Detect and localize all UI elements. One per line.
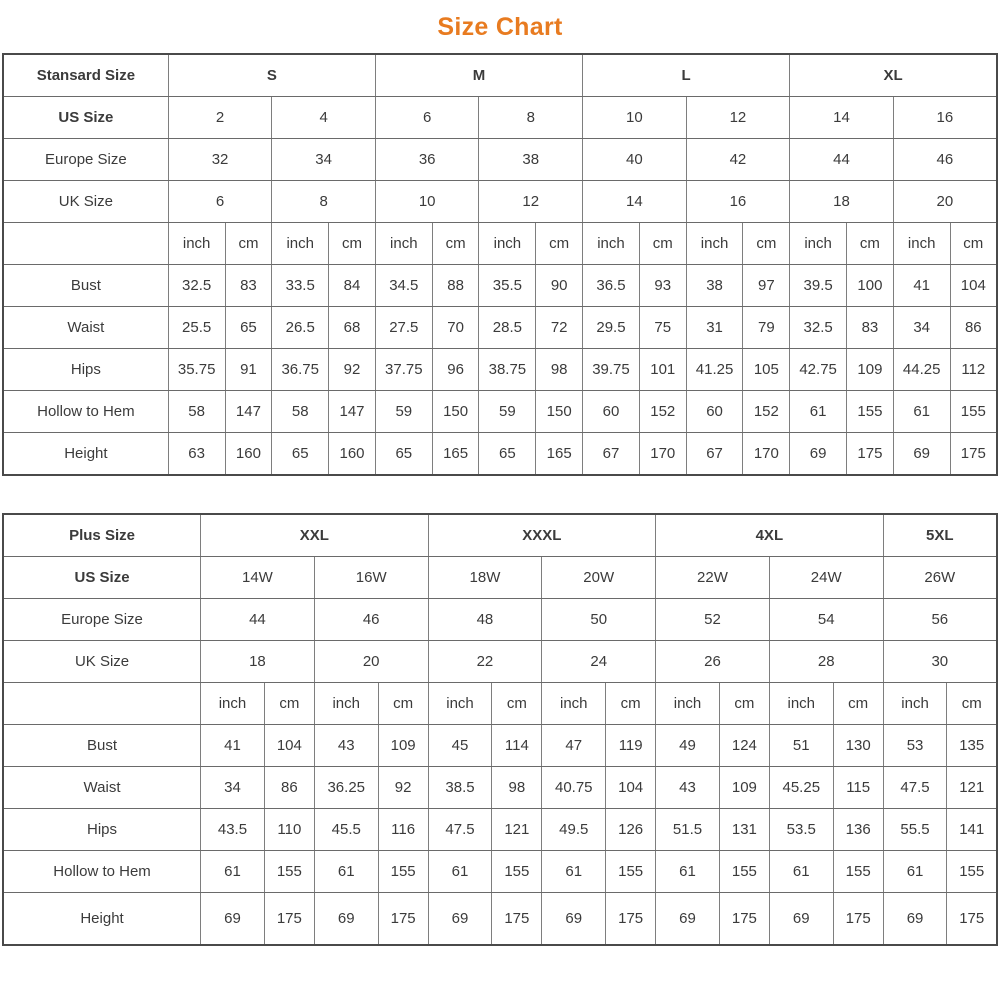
value-cell: 155 [719,851,769,893]
value-cell: cm [950,223,997,265]
table-row-hollow-to-hem [3,391,997,433]
value-cell: 49.5 [542,809,606,851]
table-row-hips [3,349,997,391]
value-cell: XXXL [428,514,656,557]
value-cell: 75 [639,307,686,349]
value-cell: 109 [719,767,769,809]
value-cell: cm [743,223,790,265]
row-label: UK Size [3,181,168,223]
value-cell: inch [201,683,265,725]
value-cell: 40 [583,139,687,181]
value-cell: 69 [893,433,950,476]
value-cell: 141 [947,809,997,851]
value-cell: 124 [719,725,769,767]
value-cell: 24W [769,557,883,599]
value-cell: 170 [639,433,686,476]
value-cell: 88 [432,265,479,307]
table-row-height [3,433,997,476]
value-cell: 10 [583,97,687,139]
value-cell: 65 [225,307,272,349]
value-cell: 22W [656,557,770,599]
value-cell: 61 [883,851,947,893]
value-cell: 69 [656,893,720,946]
value-cell: 175 [950,433,997,476]
value-cell: 4XL [656,514,884,557]
value-cell: 69 [790,433,847,476]
value-cell: 45.5 [314,809,378,851]
value-cell: 155 [947,851,997,893]
value-cell: 14 [790,97,894,139]
value-cell: 32.5 [790,307,847,349]
value-cell: 150 [536,391,583,433]
value-cell: 98 [536,349,583,391]
value-cell: 86 [950,307,997,349]
value-cell: 43 [314,725,378,767]
value-cell: 53.5 [769,809,833,851]
row-label [3,223,168,265]
value-cell: 26.5 [272,307,329,349]
value-cell: 98 [492,767,542,809]
row-label: US Size [3,97,168,139]
value-cell: 38 [479,139,583,181]
value-cell: 90 [536,265,583,307]
value-cell: 83 [847,307,894,349]
value-cell: 20 [314,641,428,683]
value-cell: 65 [375,433,432,476]
value-cell: S [168,54,375,97]
value-cell: 50 [542,599,656,641]
value-cell: 46 [893,139,997,181]
value-cell: 44.25 [893,349,950,391]
value-cell: 84 [329,265,376,307]
value-cell: 51 [769,725,833,767]
row-label: Hollow to Hem [3,391,168,433]
row-label: Hips [3,809,201,851]
value-cell: 135 [947,725,997,767]
table-row-europe-size [3,599,997,641]
value-cell: 155 [950,391,997,433]
value-cell: 119 [606,725,656,767]
value-cell: 8 [272,181,376,223]
value-cell: 12 [479,181,583,223]
row-label: UK Size [3,641,201,683]
table-row-waist [3,307,997,349]
value-cell: 28.5 [479,307,536,349]
standard-size-table [2,53,998,476]
value-cell: 47.5 [428,809,492,851]
value-cell: 61 [314,851,378,893]
value-cell: 67 [583,433,640,476]
value-cell: cm [719,683,769,725]
value-cell: 36 [375,139,479,181]
value-cell: inch [542,683,606,725]
value-cell: 115 [833,767,883,809]
value-cell: 72 [536,307,583,349]
value-cell: 42.75 [790,349,847,391]
value-cell: 47.5 [883,767,947,809]
value-cell: 165 [432,433,479,476]
value-cell: inch [479,223,536,265]
value-cell: inch [314,683,378,725]
value-cell: 61 [201,851,265,893]
value-cell: 44 [790,139,894,181]
value-cell: 37.75 [375,349,432,391]
value-cell: 20 [893,181,997,223]
value-cell: 28 [769,641,883,683]
value-cell: XXL [201,514,429,557]
value-cell: 91 [225,349,272,391]
value-cell: 104 [264,725,314,767]
row-label: Europe Size [3,139,168,181]
value-cell: 16 [686,181,790,223]
value-cell: 152 [743,391,790,433]
value-cell: 63 [168,433,225,476]
value-cell: 31 [686,307,743,349]
value-cell: 152 [639,391,686,433]
value-cell: cm [606,683,656,725]
value-cell: 69 [314,893,378,946]
value-cell: L [583,54,790,97]
value-cell: 69 [883,893,947,946]
value-cell: 79 [743,307,790,349]
value-cell: 136 [833,809,883,851]
value-cell: 109 [847,349,894,391]
value-cell: M [375,54,582,97]
value-cell: 25.5 [168,307,225,349]
plus-size-table [2,513,998,946]
row-label: Waist [3,307,168,349]
value-cell: 155 [378,851,428,893]
value-cell: 83 [225,265,272,307]
value-cell: 16 [893,97,997,139]
value-cell: 175 [264,893,314,946]
value-cell: 47 [542,725,606,767]
value-cell: 14W [201,557,315,599]
value-cell: 175 [378,893,428,946]
value-cell: XL [790,54,997,97]
value-cell: 58 [168,391,225,433]
value-cell: 38.75 [479,349,536,391]
page-title: Size Chart [437,13,563,41]
value-cell: 92 [329,349,376,391]
value-cell: 97 [743,265,790,307]
table-row-us-size [3,557,997,599]
value-cell: 18W [428,557,542,599]
row-label [3,683,201,725]
value-cell: 86 [264,767,314,809]
value-cell: 60 [583,391,640,433]
value-cell: 39.75 [583,349,640,391]
value-cell: 175 [947,893,997,946]
value-cell: cm [492,683,542,725]
value-cell: 116 [378,809,428,851]
value-cell: inch [583,223,640,265]
value-cell: 61 [790,391,847,433]
value-cell: 4 [272,97,376,139]
value-cell: 126 [606,809,656,851]
value-cell: 69 [201,893,265,946]
value-cell: 34.5 [375,265,432,307]
value-cell: 27.5 [375,307,432,349]
value-cell: 29.5 [583,307,640,349]
table-row-bust [3,265,997,307]
value-cell: 175 [719,893,769,946]
value-cell: 65 [272,433,329,476]
value-cell: 165 [536,433,583,476]
value-cell: cm [536,223,583,265]
row-label: US Size [3,557,201,599]
row-label: Europe Size [3,599,201,641]
value-cell: 93 [639,265,686,307]
value-cell: 170 [743,433,790,476]
table-row-units [3,223,997,265]
value-cell: inch [375,223,432,265]
value-cell: inch [656,683,720,725]
value-cell: 10 [375,181,479,223]
value-cell: 12 [686,97,790,139]
value-cell: 58 [272,391,329,433]
row-label: Waist [3,767,201,809]
value-cell: 8 [479,97,583,139]
value-cell: inch [883,683,947,725]
value-cell: inch [428,683,492,725]
value-cell: 36.5 [583,265,640,307]
value-cell: 45.25 [769,767,833,809]
value-cell: 175 [606,893,656,946]
value-cell: inch [686,223,743,265]
table-row-bust [3,725,997,767]
value-cell: 45 [428,725,492,767]
value-cell: 147 [225,391,272,433]
value-cell: 40.75 [542,767,606,809]
value-cell: 110 [264,809,314,851]
value-cell: 6 [168,181,272,223]
value-cell: 61 [893,391,950,433]
value-cell: 60 [686,391,743,433]
table-row-units [3,683,997,725]
value-cell: cm [378,683,428,725]
value-cell: 160 [329,433,376,476]
value-cell: 68 [329,307,376,349]
value-cell: 42 [686,139,790,181]
value-cell: 43.5 [201,809,265,851]
row-label: Stansard Size [3,54,168,97]
value-cell: 100 [847,265,894,307]
value-cell: 59 [375,391,432,433]
value-cell: 67 [686,433,743,476]
table-row-uk-size [3,641,997,683]
value-cell: cm [264,683,314,725]
value-cell: 32.5 [168,265,225,307]
value-cell: 36.25 [314,767,378,809]
value-cell: 56 [883,599,997,641]
value-cell: 34 [201,767,265,809]
table-row-us-size [3,97,997,139]
value-cell: 24 [542,641,656,683]
value-cell: 175 [833,893,883,946]
value-cell: 112 [950,349,997,391]
value-cell: 155 [264,851,314,893]
value-cell: 26W [883,557,997,599]
value-cell: 36.75 [272,349,329,391]
value-cell: 92 [378,767,428,809]
row-label: Height [3,893,201,946]
value-cell: 155 [847,391,894,433]
value-cell: 39.5 [790,265,847,307]
value-cell: 175 [847,433,894,476]
value-cell: 41.25 [686,349,743,391]
value-cell: 51.5 [656,809,720,851]
value-cell: cm [833,683,883,725]
value-cell: 131 [719,809,769,851]
value-cell: 70 [432,307,479,349]
value-cell: 61 [542,851,606,893]
value-cell: 34 [893,307,950,349]
row-label: Bust [3,265,168,307]
value-cell: 109 [378,725,428,767]
value-cell: 35.5 [479,265,536,307]
value-cell: inch [168,223,225,265]
value-cell: 33.5 [272,265,329,307]
value-cell: 59 [479,391,536,433]
table-gap [2,476,998,513]
value-cell: inch [790,223,847,265]
value-cell: 54 [769,599,883,641]
value-cell: cm [329,223,376,265]
value-cell: 14 [583,181,687,223]
value-cell: 46 [314,599,428,641]
value-cell: 61 [769,851,833,893]
value-cell: 114 [492,725,542,767]
value-cell: 69 [769,893,833,946]
table-row-stansard-size [3,54,997,97]
value-cell: 38 [686,265,743,307]
value-cell: 38.5 [428,767,492,809]
value-cell: 30 [883,641,997,683]
value-cell: 18 [201,641,315,683]
value-cell: inch [272,223,329,265]
value-cell: 69 [428,893,492,946]
value-cell: 101 [639,349,686,391]
value-cell: 49 [656,725,720,767]
row-label: Hips [3,349,168,391]
value-cell: cm [432,223,479,265]
value-cell: 43 [656,767,720,809]
value-cell: 147 [329,391,376,433]
value-cell: 32 [168,139,272,181]
row-label: Height [3,433,168,476]
table-row-height [3,893,997,946]
value-cell: 160 [225,433,272,476]
table-row-hollow-to-hem [3,851,997,893]
value-cell: 96 [432,349,479,391]
value-cell: cm [847,223,894,265]
row-label: Plus Size [3,514,201,557]
value-cell: 55.5 [883,809,947,851]
value-cell: 155 [833,851,883,893]
value-cell: cm [947,683,997,725]
value-cell: 61 [656,851,720,893]
row-label: Hollow to Hem [3,851,201,893]
value-cell: 35.75 [168,349,225,391]
value-cell: 69 [542,893,606,946]
value-cell: 175 [492,893,542,946]
value-cell: 6 [375,97,479,139]
value-cell: cm [225,223,272,265]
row-label: Bust [3,725,201,767]
value-cell: 34 [272,139,376,181]
table-row-europe-size [3,139,997,181]
value-cell: inch [769,683,833,725]
value-cell: 130 [833,725,883,767]
value-cell: 104 [950,265,997,307]
value-cell: 65 [479,433,536,476]
value-cell: 155 [492,851,542,893]
value-cell: 61 [428,851,492,893]
value-cell: 44 [201,599,315,641]
value-cell: 105 [743,349,790,391]
value-cell: cm [639,223,686,265]
value-cell: 20W [542,557,656,599]
value-cell: 155 [606,851,656,893]
value-cell: 18 [790,181,894,223]
value-cell: 26 [656,641,770,683]
value-cell: inch [893,223,950,265]
table-row-plus-size [3,514,997,557]
value-cell: 52 [656,599,770,641]
value-cell: 53 [883,725,947,767]
table-row-hips [3,809,997,851]
value-cell: 22 [428,641,542,683]
table-row-uk-size [3,181,997,223]
value-cell: 121 [492,809,542,851]
value-cell: 2 [168,97,272,139]
table-row-waist [3,767,997,809]
value-cell: 41 [893,265,950,307]
value-cell: 48 [428,599,542,641]
value-cell: 104 [606,767,656,809]
value-cell: 41 [201,725,265,767]
value-cell: 16W [314,557,428,599]
value-cell: 150 [432,391,479,433]
value-cell: 5XL [883,514,997,557]
value-cell: 121 [947,767,997,809]
